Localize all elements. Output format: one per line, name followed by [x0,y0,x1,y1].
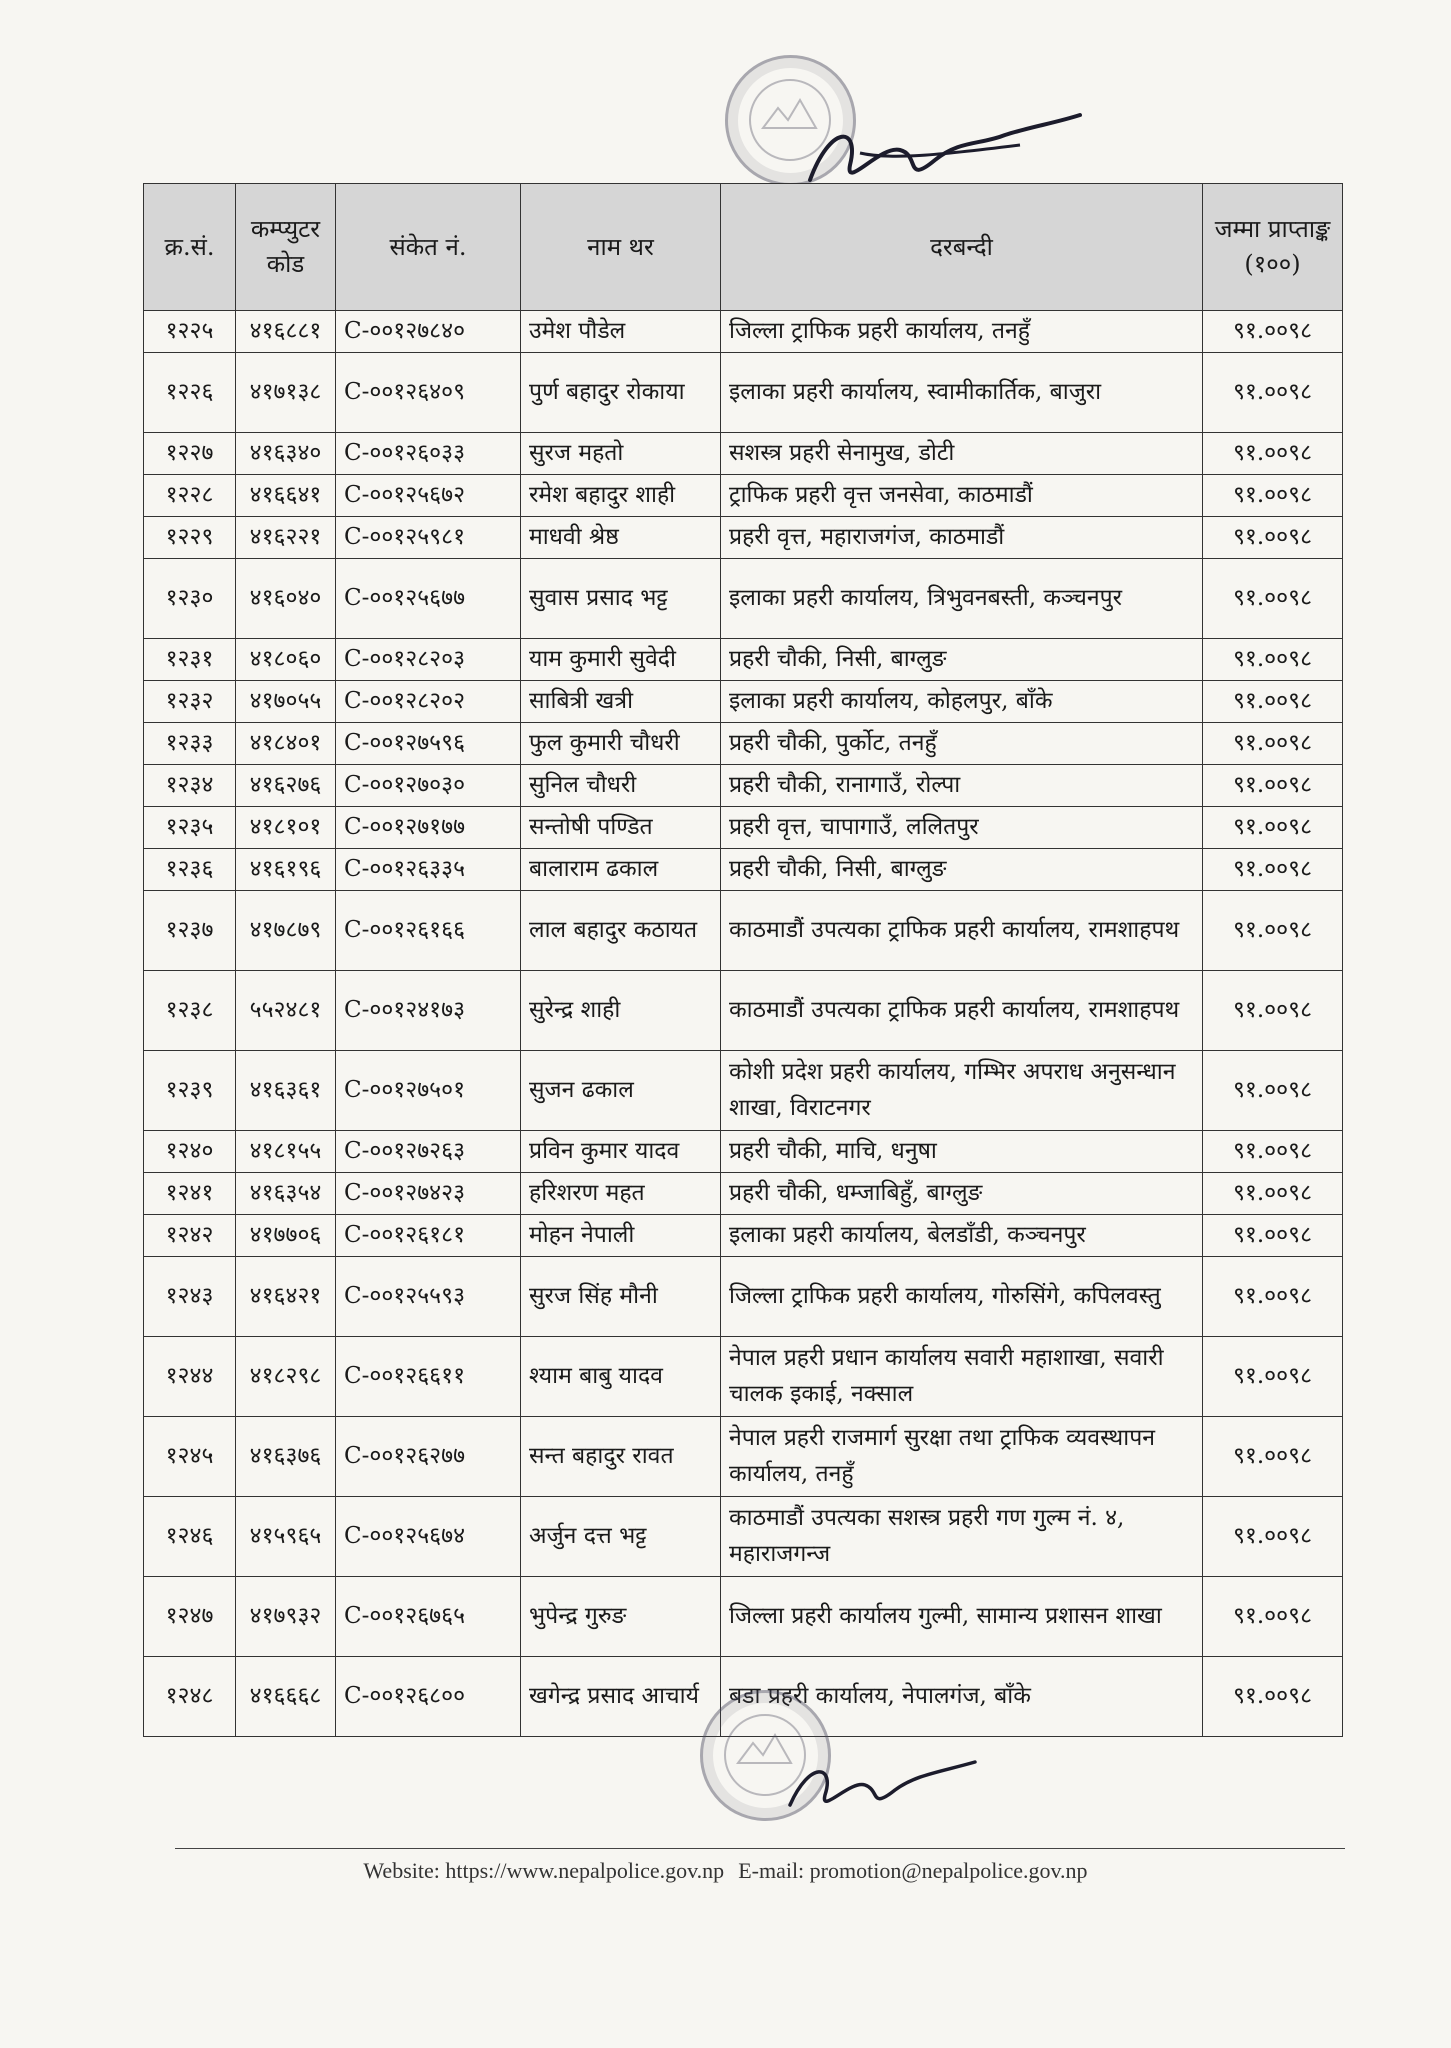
cell-total-score: ९१.००९८ [1203,433,1343,475]
cell-post: जिल्ला ट्राफिक प्रहरी कार्यालय, गोरुसिंगे, कपिलवस्तु [721,1257,1203,1337]
cell-serial-number: १२४४ [144,1337,236,1417]
cell-post: इलाका प्रहरी कार्यालय, त्रिभुवनबस्ती, कञ्चनपुर [721,559,1203,639]
cell-name: सन्त बहादुर रावत [521,1417,721,1497]
cell-total-score: ९१.००९८ [1203,559,1343,639]
footer-divider [175,1848,1345,1849]
cell-name: रमेश बहादुर शाही [521,475,721,517]
cell-post: ट्राफिक प्रहरी वृत्त जनसेवा, काठमाडौं [721,475,1203,517]
cell-name: साबित्री खत्री [521,681,721,723]
cell-computer-code: ४१५९६५ [236,1497,336,1577]
cell-serial-number: १२३८ [144,971,236,1051]
cell-post: जिल्ला ट्राफिक प्रहरी कार्यालय, तनहुँ [721,311,1203,353]
table-row [144,517,1343,559]
table-row [144,1257,1343,1337]
cell-post: प्रहरी वृत्त, चापागाउँ, ललितपुर [721,807,1203,849]
cell-name: पुर्ण बहादुर रोकाया [521,353,721,433]
table-row [144,1051,1343,1131]
cell-total-score: ९१.००९८ [1203,1577,1343,1657]
cell-total-score: ९१.००९८ [1203,475,1343,517]
table-row [144,1337,1343,1417]
cell-serial-number: १२४२ [144,1215,236,1257]
cell-total-score: ९१.००९८ [1203,765,1343,807]
table-row [144,765,1343,807]
table-row [144,433,1343,475]
cell-total-score: ९१.००९८ [1203,1657,1343,1737]
cell-name: हरिशरण महत [521,1173,721,1215]
cell-name: मोहन नेपाली [521,1215,721,1257]
cell-post: प्रहरी चौकी, रानागाउँ, रोल्पा [721,765,1203,807]
cell-computer-code: ४१८२९८ [236,1337,336,1417]
cell-computer-code: ४१६३६१ [236,1051,336,1131]
cell-total-score: ९१.००९८ [1203,311,1343,353]
cell-name: लाल बहादुर कठायत [521,891,721,971]
cell-computer-code: ४१७७०६ [236,1215,336,1257]
cell-serial-number: १२३६ [144,849,236,891]
cell-serial-number: १२३५ [144,807,236,849]
cell-computer-code: ४१६४२१ [236,1257,336,1337]
cell-serial-number: १२४५ [144,1417,236,1497]
cell-serial-number: १२३७ [144,891,236,971]
table-header-row [144,184,1343,311]
cell-total-score: ९१.००९८ [1203,1051,1343,1131]
cell-serial-number: १२४३ [144,1257,236,1337]
table-row [144,723,1343,765]
header-post: दरबन्दी [721,184,1203,311]
table-row [144,353,1343,433]
cell-serial-number: १२२८ [144,475,236,517]
cell-name: याम कुमारी सुवेदी [521,639,721,681]
cell-total-score: ९१.००९८ [1203,1497,1343,1577]
cell-symbol-number: C-००१२७०३० [336,765,521,807]
cell-serial-number: १२४७ [144,1577,236,1657]
cell-name: भुपेन्द्र गुरुङ [521,1577,721,1657]
cell-post: काठमाडौं उपत्यका ट्राफिक प्रहरी कार्यालय, रामशाहपथ [721,891,1203,971]
cell-computer-code: ४१८१५५ [236,1131,336,1173]
cell-computer-code: ४१६२७६ [236,765,336,807]
table-row [144,971,1343,1051]
cell-total-score: ९१.००९८ [1203,639,1343,681]
cell-symbol-number: C-००१२७५०१ [336,1051,521,1131]
cell-computer-code: ४१८०६० [236,639,336,681]
cell-symbol-number: C-००१२५६७४ [336,1497,521,1577]
cell-post: नेपाल प्रहरी राजमार्ग सुरक्षा तथा ट्राफिक व्यवस्थापन कार्यालय, तनहुँ [721,1417,1203,1497]
cell-serial-number: १२२६ [144,353,236,433]
cell-symbol-number: C-००१२७५९६ [336,723,521,765]
cell-total-score: ९१.००९८ [1203,1215,1343,1257]
cell-computer-code: ४१६०४० [236,559,336,639]
cell-serial-number: १२४८ [144,1657,236,1737]
cell-computer-code: ४१६३७६ [236,1417,336,1497]
table-row [144,475,1343,517]
header-name: नाम थर [521,184,721,311]
cell-total-score: ९१.००९८ [1203,1173,1343,1215]
cell-symbol-number: C-००१२७४२३ [336,1173,521,1215]
cell-name: सुनिल चौधरी [521,765,721,807]
cell-computer-code: ४१६६४१ [236,475,336,517]
cell-serial-number: १२३१ [144,639,236,681]
cell-post: प्रहरी चौकी, धम्जाबिहुँ, बाग्लुङ [721,1173,1203,1215]
cell-post: बडा प्रहरी कार्यालय, नेपालगंज, बाँके [721,1657,1203,1737]
cell-symbol-number: C-००१२५६७२ [336,475,521,517]
cell-serial-number: १२३२ [144,681,236,723]
table-row [144,1215,1343,1257]
cell-post: प्रहरी चौकी, निसी, बाग्लुङ [721,639,1203,681]
cell-computer-code: ४१६३५४ [236,1173,336,1215]
cell-symbol-number: C-००१२६८०० [336,1657,521,1737]
cell-computer-code: ४१७८७९ [236,891,336,971]
table-row [144,1417,1343,1497]
signature-icon [780,1750,980,1820]
cell-serial-number: १२४६ [144,1497,236,1577]
cell-name: सुरज सिंह मौनी [521,1257,721,1337]
cell-serial-number: १२३९ [144,1051,236,1131]
cell-symbol-number: C-००१२६६११ [336,1337,521,1417]
table-row [144,559,1343,639]
cell-computer-code: ४१६२२१ [236,517,336,559]
cell-post: काठमाडौं उपत्यका ट्राफिक प्रहरी कार्यालय, रामशाहपथ [721,971,1203,1051]
cell-name: सुजन ढकाल [521,1051,721,1131]
cell-total-score: ९१.००९८ [1203,723,1343,765]
table-row [144,1497,1343,1577]
cell-computer-code: ४१७१३८ [236,353,336,433]
cell-symbol-number: C-००१२७२६३ [336,1131,521,1173]
footer-email: E-mail: promotion@nepalpolice.gov.np [738,1858,1088,1883]
cell-computer-code: ४१७०५५ [236,681,336,723]
cell-serial-number: १२२५ [144,311,236,353]
header-serial-number: क्र.सं. [144,184,236,311]
cell-computer-code: ४१६३४० [236,433,336,475]
table-row [144,1577,1343,1657]
cell-post: काठमाडौं उपत्यका सशस्त्र प्रहरी गण गुल्म नं. ४, महाराजगन्ज [721,1497,1203,1577]
table-row [144,849,1343,891]
table-row [144,681,1343,723]
cell-symbol-number: C-००१२६०३३ [336,433,521,475]
cell-symbol-number: C-००१२६१८१ [336,1215,521,1257]
cell-symbol-number: C-००१२८२०३ [336,639,521,681]
cell-symbol-number: C-००१२६१६६ [336,891,521,971]
cell-computer-code: ४१७९३२ [236,1577,336,1657]
cell-total-score: ९१.००९८ [1203,849,1343,891]
cell-computer-code: ५५२४८१ [236,971,336,1051]
cell-name: सन्तोषी पण्डित [521,807,721,849]
cell-total-score: ९१.००९८ [1203,1131,1343,1173]
cell-serial-number: १२२९ [144,517,236,559]
promotion-result-table [143,183,1343,1737]
table-row [144,311,1343,353]
cell-symbol-number: C-००१२६२७७ [336,1417,521,1497]
cell-serial-number: १२३३ [144,723,236,765]
cell-total-score: ९१.००९८ [1203,1417,1343,1497]
cell-post: प्रहरी वृत्त, महाराजगंज, काठमाडौं [721,517,1203,559]
cell-post: इलाका प्रहरी कार्यालय, बेलडाँडी, कञ्चनपुर [721,1215,1203,1257]
cell-post: प्रहरी चौकी, निसी, बाग्लुङ [721,849,1203,891]
cell-computer-code: ४१८४०१ [236,723,336,765]
table-row [144,639,1343,681]
cell-name: माधवी श्रेष्ठ [521,517,721,559]
cell-symbol-number: C-००१२५५९३ [336,1257,521,1337]
cell-serial-number: १२३४ [144,765,236,807]
header-symbol-number: संकेत नं. [336,184,521,311]
cell-symbol-number: C-००१२४१७३ [336,971,521,1051]
cell-serial-number: १२४१ [144,1173,236,1215]
cell-total-score: ९१.००९८ [1203,971,1343,1051]
cell-total-score: ९१.००९८ [1203,807,1343,849]
cell-total-score: ९१.००९८ [1203,353,1343,433]
cell-serial-number: १२३० [144,559,236,639]
cell-name: प्रविन कुमार यादव [521,1131,721,1173]
table-row [144,1173,1343,1215]
cell-name: सुरेन्द्र शाही [521,971,721,1051]
cell-symbol-number: C-००१२६७६५ [336,1577,521,1657]
cell-name: बालाराम ढकाल [521,849,721,891]
cell-symbol-number: C-००१२७८४० [336,311,521,353]
cell-computer-code: ४१८१०१ [236,807,336,849]
cell-symbol-number: C-००१२५६७७ [336,559,521,639]
cell-post: सशस्त्र प्रहरी सेनामुख, डोटी [721,433,1203,475]
cell-symbol-number: C-००१२६३३५ [336,849,521,891]
cell-symbol-number: C-००१२८२०२ [336,681,521,723]
cell-symbol-number: C-००१२७१७७ [336,807,521,849]
cell-name: श्याम बाबु यादव [521,1337,721,1417]
cell-total-score: ९१.००९८ [1203,891,1343,971]
cell-total-score: ९१.००९८ [1203,1257,1343,1337]
cell-post: जिल्ला प्रहरी कार्यालय गुल्मी, सामान्य प्रशासन शाखा [721,1577,1203,1657]
cell-computer-code: ४१६१९६ [236,849,336,891]
header-computer-code: कम्प्युटर कोड [236,184,336,311]
cell-post: प्रहरी चौकी, पुर्कोट, तनहुँ [721,723,1203,765]
cell-computer-code: ४१६६६८ [236,1657,336,1737]
table-row [144,1131,1343,1173]
cell-post: इलाका प्रहरी कार्यालय, कोहलपुर, बाँके [721,681,1203,723]
cell-name: अर्जुन दत्त भट्ट [521,1497,721,1577]
cell-post: कोशी प्रदेश प्रहरी कार्यालय, गम्भिर अपराध अनुसन्धान शाखा, विराटनगर [721,1051,1203,1131]
cell-total-score: ९१.००९८ [1203,681,1343,723]
cell-computer-code: ४१६८८१ [236,311,336,353]
cell-name: सुवास प्रसाद भट्ट [521,559,721,639]
cell-post: नेपाल प्रहरी प्रधान कार्यालय सवारी महाशाखा, सवारी चालक इकाई, नक्साल [721,1337,1203,1417]
cell-post: इलाका प्रहरी कार्यालय, स्वामीकार्तिक, बाजुरा [721,353,1203,433]
cell-name: उमेश पौडेल [521,311,721,353]
cell-name: सुरज महतो [521,433,721,475]
table-row [144,807,1343,849]
cell-symbol-number: C-००१२५९८१ [336,517,521,559]
header-total-score: जम्मा प्राप्ताङ्क (१००) [1203,184,1343,311]
cell-serial-number: १२४० [144,1131,236,1173]
footer-website: Website: https://www.nepalpolice.gov.np [363,1858,725,1883]
cell-total-score: ९१.००९८ [1203,1337,1343,1417]
footer [0,1858,1451,1884]
table-row [144,891,1343,971]
cell-post: प्रहरी चौकी, माचि, धनुषा [721,1131,1203,1173]
cell-symbol-number: C-००१२६४०९ [336,353,521,433]
cell-name: खगेन्द्र प्रसाद आचार्य [521,1657,721,1737]
cell-serial-number: १२२७ [144,433,236,475]
cell-total-score: ९१.००९८ [1203,517,1343,559]
cell-name: फुल कुमारी चौधरी [521,723,721,765]
